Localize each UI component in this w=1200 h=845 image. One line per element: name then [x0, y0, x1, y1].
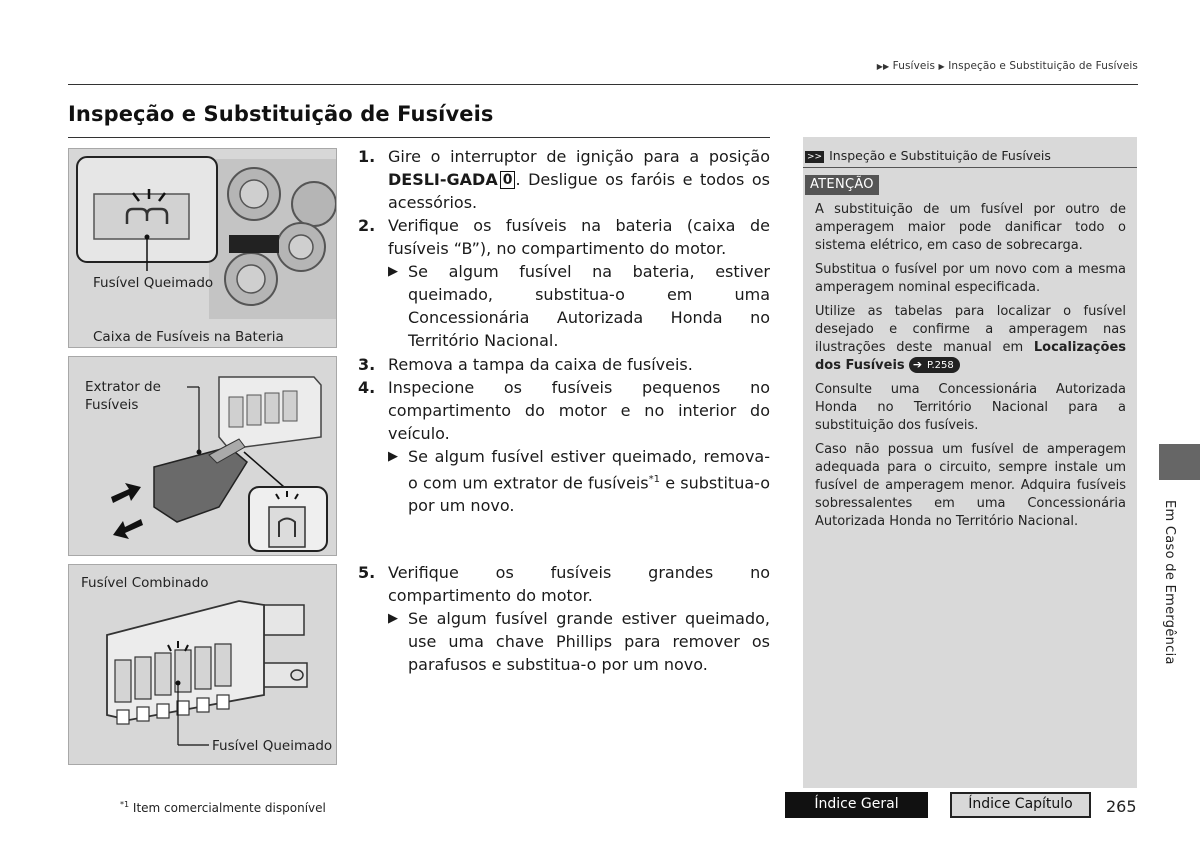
page-title: Inspeção e Substituição de Fusíveis	[68, 102, 494, 126]
arrow-icon: ▶	[938, 62, 945, 71]
chapter-tab-label: Em Caso de Emergência	[1162, 500, 1177, 665]
step-4	[358, 376, 770, 445]
steps-group-1	[358, 145, 770, 352]
fuse-locations-ref: Localizações dos Fusíveis	[815, 340, 1126, 373]
step-number: 3.	[358, 355, 376, 374]
warning-badge: ATENÇÃO	[805, 175, 879, 195]
general-index-button[interactable]: Índice Geral	[785, 792, 928, 818]
breadcrumb-current: Inspeção e Substituição de Fusíveis	[948, 60, 1138, 72]
step-text: Verifique os fusíveis grandes no compartimento do motor.	[388, 563, 770, 605]
sidebar-heading: >> Inspeção e Substituição de Fusíveis	[807, 148, 1051, 163]
step-1	[358, 145, 770, 214]
sidebar-body	[815, 201, 1126, 537]
footnote-ref: *1	[648, 474, 661, 485]
bullet-triangle-icon: ▶	[388, 611, 398, 626]
ignition-off-label: DESLI-GADA	[388, 170, 498, 189]
bullet-triangle-icon: ▶	[388, 449, 398, 464]
sidebar-paragraph: Caso não possua um fusível de amperagem adequada para o circuito, sempre instale um fusível de amperagem menor. Adquira fusíveis sobressalentes em uma Concessionária Autorizada Honda no Território Nacional.	[815, 442, 1126, 529]
sidebar-paragraph: Utilize as tabelas para localizar o fusível desejado e confirme a amperagem nas ilustrações deste manual em Localizações dos Fusíveis ➔ P.258	[815, 304, 1126, 373]
step-text: Verifique os fusíveis na bateria (caixa de fusíveis “B”), no compartimento do motor.	[388, 216, 770, 258]
steps-group-2	[358, 353, 770, 517]
figure-combined-fuse	[68, 564, 337, 765]
title-divider	[68, 137, 770, 138]
combined-fuse-illustration	[69, 565, 337, 765]
step-2	[358, 214, 770, 260]
label-blown-fuse: Fusível Queimado	[212, 738, 333, 754]
label-fuse-puller: Extrator de Fusíveis	[85, 379, 161, 414]
steps-group-3	[358, 561, 770, 676]
breadcrumb-parent[interactable]: Fusíveis	[892, 60, 936, 72]
chapter-index-button[interactable]: Índice Capítulo	[950, 792, 1091, 818]
breadcrumb	[877, 60, 1138, 72]
chapter-tab-marker[interactable]	[1159, 444, 1200, 480]
step-5-bullet	[388, 607, 770, 676]
label-combined-fuse: Fusível Combinado	[81, 575, 209, 591]
footnote: $^{*1}$ Item comercialmente disponível	[120, 800, 326, 815]
step-number: 5.	[358, 563, 376, 582]
sidebar-paragraph: Consulte uma Concessionária Autorizada Honda no Território Nacional para a substituição dos fusíveis.	[815, 382, 1126, 433]
step-text: Remova a tampa da caixa de fusíveis.	[388, 355, 693, 374]
page-number: 265	[1106, 797, 1137, 816]
arrow-right-icon: ➔	[912, 358, 923, 371]
page-link[interactable]: ➔ P.258	[909, 357, 960, 373]
sidebar-paragraph: Substitua o fusível por um novo com a mesma amperagem nominal especificada.	[815, 262, 1126, 295]
step-text: Inspecione os fusíveis pequenos no compartimento do motor e no interior do veículo.	[388, 378, 770, 443]
top-divider	[68, 84, 1138, 85]
sidebar-divider	[803, 167, 1137, 168]
bullet-text: Se algum fusível estiver queimado, remova-o com um extrator de fusíveis$^{*1}$ e substitua-o por um novo.	[408, 447, 771, 516]
label-battery-fuse-box: Caixa de Fusíveis na Bateria	[93, 329, 284, 345]
step-5	[358, 561, 770, 607]
step-number: 4.	[358, 378, 376, 397]
step-number: 1.	[358, 147, 376, 166]
label-blown-fuse: Fusível Queimado	[93, 275, 214, 291]
sidebar-paragraph: A substituição de um fusível por outro de amperagem maior pode danificar todo o sistema elétrico, em caso de sobrecarga.	[815, 202, 1126, 253]
bullet-text: Se algum fusível grande estiver queimado, use uma chave Phillips para remover os parafusos e substitua-o por um novo.	[408, 609, 770, 674]
step-2-bullet	[388, 260, 770, 352]
step-number: 2.	[358, 216, 376, 235]
double-chevron-icon: >>	[807, 152, 823, 162]
battery-fuse-box-illustration	[69, 149, 337, 348]
step-text: Gire o interruptor de ignição para a posição DESLI-GADA 0 . Desligue os faróis e todos os acessórios.	[388, 147, 770, 212]
step-3	[358, 353, 770, 376]
bullet-text: Se algum fusível na bateria, estiver queimado, substitua-o em uma Concessionária Autorizada Honda no Território Nacional.	[408, 262, 770, 350]
double-arrow-icon: ▶▶	[876, 62, 890, 71]
ignition-zero-icon: 0	[500, 171, 516, 189]
figure-battery-fuse-box	[68, 148, 337, 348]
step-4-bullet	[388, 445, 770, 517]
bullet-triangle-icon: ▶	[388, 264, 398, 279]
figure-fuse-puller	[68, 356, 337, 556]
